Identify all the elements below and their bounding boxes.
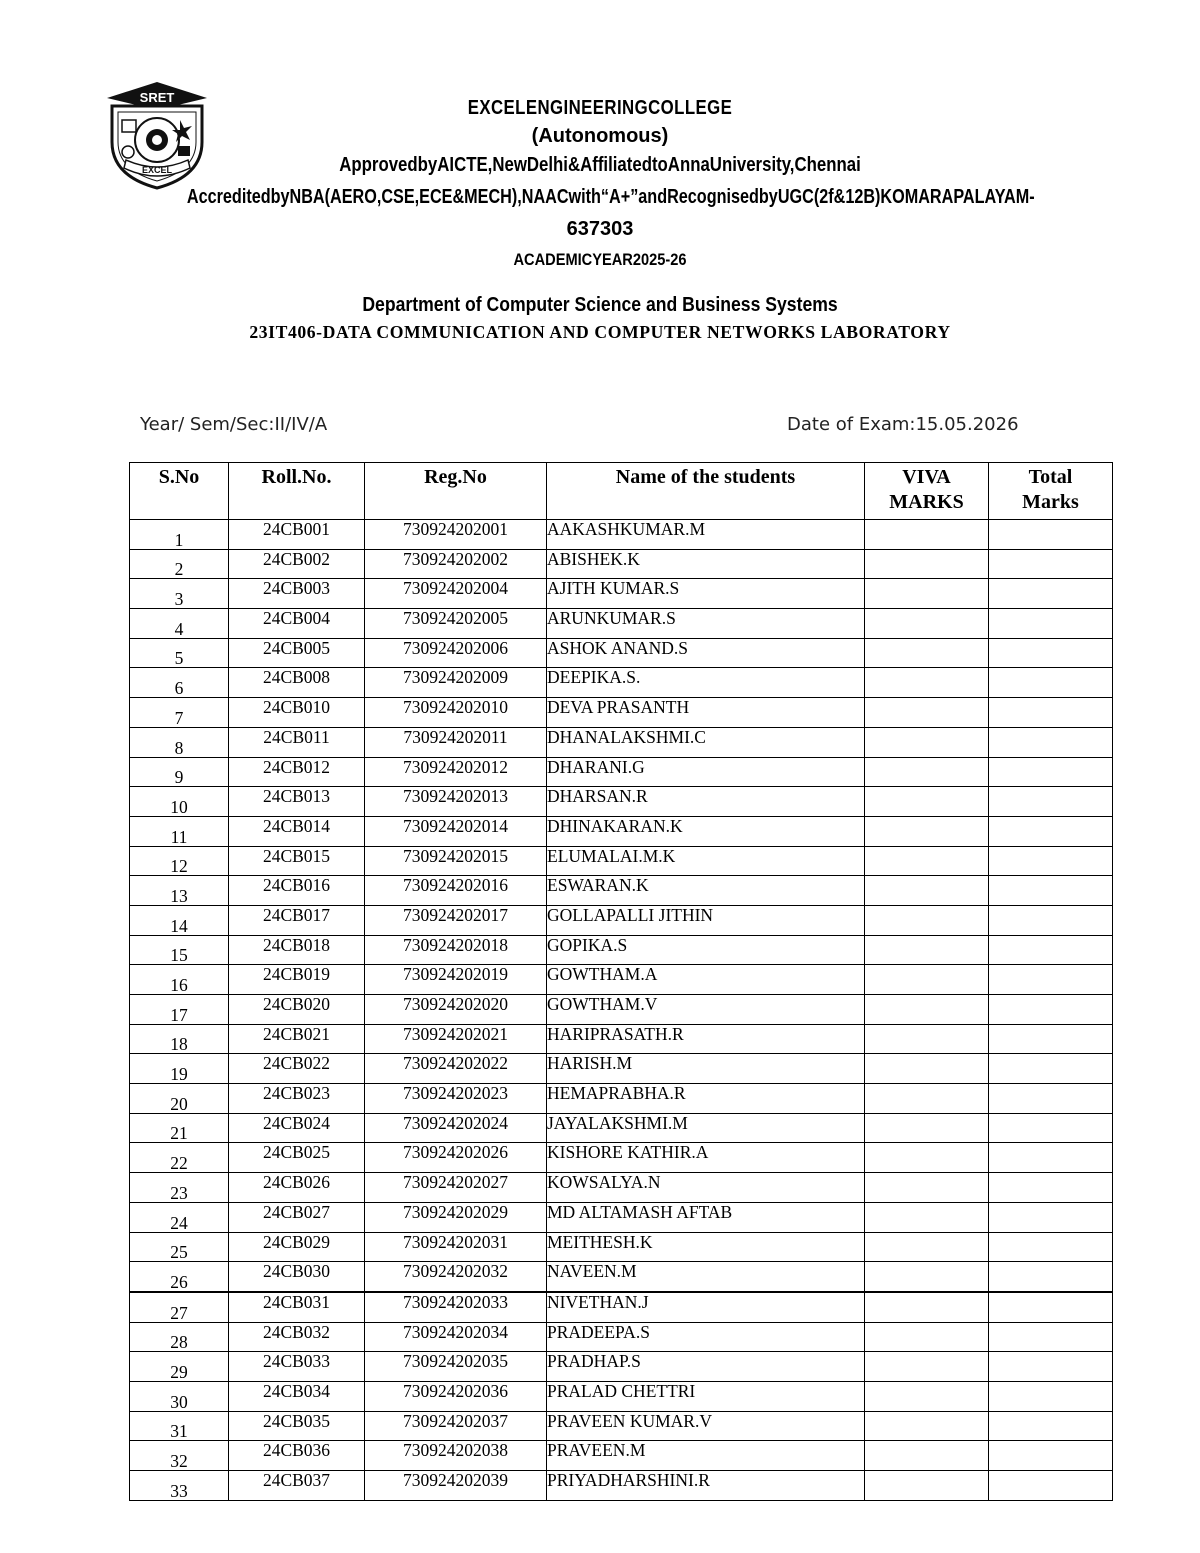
cell-sno: 11 — [130, 816, 229, 846]
cell-sno: 2 — [130, 549, 229, 579]
cell-sno: 14 — [130, 905, 229, 935]
cell-reg-no: 730924202005 — [365, 609, 547, 639]
cell-student-name: ARUNKUMAR.S — [547, 609, 865, 639]
cell-viva-marks — [865, 1441, 989, 1471]
table-row — [130, 905, 1113, 935]
cell-student-name: NAVEEN.M — [547, 1262, 865, 1292]
cell-roll-no: 24CB034 — [229, 1381, 365, 1411]
table-row — [130, 1143, 1113, 1173]
cell-sno: 27 — [130, 1292, 229, 1322]
cell-roll-no: 24CB010 — [229, 698, 365, 728]
cell-roll-no: 24CB030 — [229, 1262, 365, 1292]
cell-viva-marks — [865, 1411, 989, 1441]
cell-student-name: AAKASHKUMAR.M — [547, 520, 865, 550]
cell-student-name: KISHORE KATHIR.A — [547, 1143, 865, 1173]
col-header-name: Name of the students — [547, 463, 865, 520]
cell-roll-no: 24CB025 — [229, 1143, 365, 1173]
cell-total-marks — [989, 668, 1113, 698]
cell-sno: 23 — [130, 1173, 229, 1203]
table-row — [130, 1411, 1113, 1441]
col-header-reg: Reg.No — [365, 463, 547, 520]
cell-reg-no: 730924202019 — [365, 965, 547, 995]
cell-reg-no: 730924202021 — [365, 1024, 547, 1054]
col-header-viva: VIVA MARKS — [865, 463, 989, 520]
table-row — [130, 1441, 1113, 1471]
cell-roll-no: 24CB023 — [229, 1084, 365, 1114]
cell-reg-no: 730924202034 — [365, 1322, 547, 1352]
cell-student-name: HEMAPRABHA.R — [547, 1084, 865, 1114]
cell-total-marks — [989, 1143, 1113, 1173]
table-row — [130, 816, 1113, 846]
cell-sno: 1 — [130, 520, 229, 550]
cell-student-name: PRIYADHARSHINI.R — [547, 1471, 865, 1501]
cell-reg-no: 730924202013 — [365, 787, 547, 817]
cell-viva-marks — [865, 1024, 989, 1054]
table-row — [130, 579, 1113, 609]
cell-sno: 33 — [130, 1471, 229, 1501]
table-row — [130, 549, 1113, 579]
table-row — [130, 1084, 1113, 1114]
cell-total-marks — [989, 1262, 1113, 1292]
cell-roll-no: 24CB011 — [229, 727, 365, 757]
col-header-total: Total Marks — [989, 463, 1113, 520]
table-row — [130, 609, 1113, 639]
cell-total-marks — [989, 876, 1113, 906]
cell-sno: 26 — [130, 1262, 229, 1292]
cell-student-name: ABISHEK.K — [547, 549, 865, 579]
cell-roll-no: 24CB036 — [229, 1441, 365, 1471]
cell-total-marks — [989, 816, 1113, 846]
cell-viva-marks — [865, 1381, 989, 1411]
cell-sno: 21 — [130, 1113, 229, 1143]
cell-total-marks — [989, 1054, 1113, 1084]
cell-roll-no: 24CB004 — [229, 609, 365, 639]
cell-total-marks — [989, 1411, 1113, 1441]
cell-total-marks — [989, 1173, 1113, 1203]
cell-total-marks — [989, 1024, 1113, 1054]
table-body — [130, 520, 1113, 1501]
cell-roll-no: 24CB003 — [229, 579, 365, 609]
cell-student-name: DHARSAN.R — [547, 787, 865, 817]
cell-roll-no: 24CB013 — [229, 787, 365, 817]
cell-viva-marks — [865, 876, 989, 906]
cell-sno: 8 — [130, 727, 229, 757]
cell-viva-marks — [865, 905, 989, 935]
cell-sno: 15 — [130, 935, 229, 965]
cell-student-name: DHINAKARAN.K — [547, 816, 865, 846]
cell-total-marks — [989, 698, 1113, 728]
cell-total-marks — [989, 965, 1113, 995]
cell-reg-no: 730924202011 — [365, 727, 547, 757]
cell-student-name: DHANALAKSHMI.C — [547, 727, 865, 757]
cell-total-marks — [989, 905, 1113, 935]
cell-reg-no: 730924202018 — [365, 935, 547, 965]
department-name: Department of Computer Science and Business Systems — [362, 294, 838, 316]
cell-sno: 22 — [130, 1143, 229, 1173]
table-row — [130, 1322, 1113, 1352]
cell-reg-no: 730924202002 — [365, 549, 547, 579]
cell-total-marks — [989, 727, 1113, 757]
cell-roll-no: 24CB026 — [229, 1173, 365, 1203]
cell-student-name: ELUMALAI.M.K — [547, 846, 865, 876]
cell-reg-no: 730924202023 — [365, 1084, 547, 1114]
cell-reg-no: 730924202017 — [365, 905, 547, 935]
table-row — [130, 787, 1113, 817]
cell-reg-no: 730924202038 — [365, 1441, 547, 1471]
exam-date: Date of Exam:15.05.2026 — [787, 414, 1019, 435]
cell-sno: 5 — [130, 638, 229, 668]
cell-viva-marks — [865, 579, 989, 609]
cell-roll-no: 24CB032 — [229, 1322, 365, 1352]
cell-reg-no: 730924202037 — [365, 1411, 547, 1441]
cell-viva-marks — [865, 727, 989, 757]
cell-roll-no: 24CB018 — [229, 935, 365, 965]
cell-viva-marks — [865, 1113, 989, 1143]
cell-sno: 12 — [130, 846, 229, 876]
cell-viva-marks — [865, 965, 989, 995]
cell-viva-marks — [865, 1322, 989, 1352]
cell-sno: 3 — [130, 579, 229, 609]
approval-line: ApprovedbyAICTE,NewDelhi&AffiliatedtoAnnaUniversity,Chennai — [339, 154, 861, 176]
cell-total-marks — [989, 787, 1113, 817]
cell-roll-no: 24CB021 — [229, 1024, 365, 1054]
cell-viva-marks — [865, 1054, 989, 1084]
cell-viva-marks — [865, 995, 989, 1025]
table-row — [130, 1262, 1113, 1292]
cell-viva-marks — [865, 935, 989, 965]
table-row — [130, 1352, 1113, 1382]
cell-reg-no: 730924202010 — [365, 698, 547, 728]
cell-student-name: ESWARAN.K — [547, 876, 865, 906]
cell-viva-marks — [865, 1143, 989, 1173]
cell-sno: 16 — [130, 965, 229, 995]
cell-viva-marks — [865, 1084, 989, 1114]
cell-sno: 25 — [130, 1232, 229, 1262]
table-row — [130, 520, 1113, 550]
cell-student-name: PRALAD CHETTRI — [547, 1381, 865, 1411]
cell-viva-marks — [865, 846, 989, 876]
table-row — [130, 935, 1113, 965]
college-name: EXCELENGINEERINGCOLLEGE — [467, 97, 733, 119]
cell-sno: 20 — [130, 1084, 229, 1114]
cell-sno: 31 — [130, 1411, 229, 1441]
cell-reg-no: 730924202026 — [365, 1143, 547, 1173]
cell-roll-no: 24CB020 — [229, 995, 365, 1025]
cell-sno: 7 — [130, 698, 229, 728]
col-header-sno: S.No — [130, 463, 229, 520]
cell-student-name: PRAVEEN KUMAR.V — [547, 1411, 865, 1441]
cell-reg-no: 730924202014 — [365, 816, 547, 846]
cell-viva-marks — [865, 1173, 989, 1203]
cell-student-name: PRAVEEN.M — [547, 1441, 865, 1471]
cell-reg-no: 730924202027 — [365, 1173, 547, 1203]
cell-reg-no: 730924202036 — [365, 1381, 547, 1411]
year-sem-sec: Year/ Sem/Sec:II/IV/A — [140, 414, 328, 435]
cell-roll-no: 24CB001 — [229, 520, 365, 550]
cell-total-marks — [989, 579, 1113, 609]
cell-student-name: GOWTHAM.A — [547, 965, 865, 995]
cell-student-name: PRADEEPA.S — [547, 1322, 865, 1352]
cell-roll-no: 24CB012 — [229, 757, 365, 787]
cell-reg-no: 730924202001 — [365, 520, 547, 550]
table-row — [130, 1173, 1113, 1203]
cell-reg-no: 730924202032 — [365, 1262, 547, 1292]
cell-roll-no: 24CB008 — [229, 668, 365, 698]
cell-total-marks — [989, 549, 1113, 579]
cell-student-name: MEITHESH.K — [547, 1232, 865, 1262]
cell-viva-marks — [865, 757, 989, 787]
table-row — [130, 638, 1113, 668]
cell-viva-marks — [865, 520, 989, 550]
cell-viva-marks — [865, 816, 989, 846]
table-row — [130, 1381, 1113, 1411]
cell-student-name: HARISH.M — [547, 1054, 865, 1084]
cell-viva-marks — [865, 609, 989, 639]
cell-total-marks — [989, 1322, 1113, 1352]
cell-sno: 13 — [130, 876, 229, 906]
cell-roll-no: 24CB016 — [229, 876, 365, 906]
cell-roll-no: 24CB002 — [229, 549, 365, 579]
cell-total-marks — [989, 1471, 1113, 1501]
cell-roll-no: 24CB033 — [229, 1352, 365, 1382]
cell-viva-marks — [865, 787, 989, 817]
cell-sno: 10 — [130, 787, 229, 817]
cell-student-name: HARIPRASATH.R — [547, 1024, 865, 1054]
cell-student-name: ASHOK ANAND.S — [547, 638, 865, 668]
cell-student-name: GOLLAPALLI JITHIN — [547, 905, 865, 935]
table-row — [130, 698, 1113, 728]
cell-reg-no: 730924202029 — [365, 1202, 547, 1232]
cell-student-name: NIVETHAN.J — [547, 1292, 865, 1322]
cell-roll-no: 24CB019 — [229, 965, 365, 995]
table-row — [130, 1024, 1113, 1054]
cell-reg-no: 730924202006 — [365, 638, 547, 668]
cell-reg-no: 730924202015 — [365, 846, 547, 876]
table-row — [130, 876, 1113, 906]
cell-sno: 30 — [130, 1381, 229, 1411]
cell-sno: 19 — [130, 1054, 229, 1084]
cell-roll-no: 24CB027 — [229, 1202, 365, 1232]
cell-roll-no: 24CB005 — [229, 638, 365, 668]
cell-student-name: PRADHAP.S — [547, 1352, 865, 1382]
cell-sno: 18 — [130, 1024, 229, 1054]
cell-viva-marks — [865, 1292, 989, 1322]
cell-viva-marks — [865, 1352, 989, 1382]
cell-roll-no: 24CB015 — [229, 846, 365, 876]
table-row — [130, 1202, 1113, 1232]
table-row — [130, 995, 1113, 1025]
cell-student-name: DEVA PRASANTH — [547, 698, 865, 728]
cell-roll-no: 24CB014 — [229, 816, 365, 846]
cell-reg-no: 730924202035 — [365, 1352, 547, 1382]
academic-year: ACADEMICYEAR2025-26 — [513, 250, 687, 269]
cell-total-marks — [989, 609, 1113, 639]
cell-reg-no: 730924202031 — [365, 1232, 547, 1262]
student-roster-table — [129, 462, 1113, 1501]
cell-student-name: MD ALTAMASH AFTAB — [547, 1202, 865, 1232]
cell-total-marks — [989, 1232, 1113, 1262]
table-row — [130, 1232, 1113, 1262]
cell-student-name: AJITH KUMAR.S — [547, 579, 865, 609]
cell-viva-marks — [865, 1232, 989, 1262]
table-row — [130, 1054, 1113, 1084]
table-row — [130, 1113, 1113, 1143]
cell-total-marks — [989, 1352, 1113, 1382]
table-row — [130, 846, 1113, 876]
cell-reg-no: 730924202024 — [365, 1113, 547, 1143]
cell-total-marks — [989, 1202, 1113, 1232]
cell-sno: 28 — [130, 1322, 229, 1352]
table-header-row — [130, 463, 1113, 520]
cell-reg-no: 730924202020 — [365, 995, 547, 1025]
cell-reg-no: 730924202004 — [365, 579, 547, 609]
cell-student-name: JAYALAKSHMI.M — [547, 1113, 865, 1143]
cell-viva-marks — [865, 1262, 989, 1292]
logo-bottom-text: EXCEL — [141, 165, 173, 175]
table-row — [130, 727, 1113, 757]
cell-roll-no: 24CB022 — [229, 1054, 365, 1084]
autonomous-status: (Autonomous) — [531, 125, 669, 147]
table-row — [130, 757, 1113, 787]
cell-total-marks — [989, 638, 1113, 668]
cell-roll-no: 24CB035 — [229, 1411, 365, 1441]
cell-viva-marks — [865, 668, 989, 698]
col-header-roll: Roll.No. — [229, 463, 365, 520]
cell-reg-no: 730924202009 — [365, 668, 547, 698]
table-row — [130, 1292, 1113, 1322]
cell-total-marks — [989, 1113, 1113, 1143]
cell-roll-no: 24CB037 — [229, 1471, 365, 1501]
cell-student-name: GOPIKA.S — [547, 935, 865, 965]
cell-total-marks — [989, 1084, 1113, 1114]
cell-student-name: KOWSALYA.N — [547, 1173, 865, 1203]
cell-reg-no: 730924202033 — [365, 1292, 547, 1322]
cell-sno: 29 — [130, 1352, 229, 1382]
cell-sno: 9 — [130, 757, 229, 787]
cell-sno: 6 — [130, 668, 229, 698]
cell-reg-no: 730924202022 — [365, 1054, 547, 1084]
cell-sno: 24 — [130, 1202, 229, 1232]
cell-viva-marks — [865, 698, 989, 728]
cell-roll-no: 24CB024 — [229, 1113, 365, 1143]
cell-roll-no: 24CB017 — [229, 905, 365, 935]
cell-total-marks — [989, 995, 1113, 1025]
cell-sno: 32 — [130, 1441, 229, 1471]
cell-viva-marks — [865, 549, 989, 579]
cell-viva-marks — [865, 638, 989, 668]
cell-reg-no: 730924202039 — [365, 1471, 547, 1501]
cell-student-name: DHARANI.G — [547, 757, 865, 787]
cell-student-name: DEEPIKA.S. — [547, 668, 865, 698]
cell-total-marks — [989, 520, 1113, 550]
course-title: 23IT406-DATA COMMUNICATION AND COMPUTER NETWORKS LABORATORY — [249, 322, 951, 342]
cell-sno: 17 — [130, 995, 229, 1025]
pincode: 637303 — [566, 218, 634, 240]
cell-total-marks — [989, 935, 1113, 965]
cell-viva-marks — [865, 1202, 989, 1232]
cell-roll-no: 24CB029 — [229, 1232, 365, 1262]
logo-top-text: SRET — [139, 90, 175, 105]
cell-total-marks — [989, 1381, 1113, 1411]
cell-total-marks — [989, 757, 1113, 787]
cell-student-name: GOWTHAM.V — [547, 995, 865, 1025]
cell-sno: 4 — [130, 609, 229, 639]
table-row — [130, 965, 1113, 995]
cell-viva-marks — [865, 1471, 989, 1501]
cell-reg-no: 730924202016 — [365, 876, 547, 906]
cell-reg-no: 730924202012 — [365, 757, 547, 787]
cell-total-marks — [989, 846, 1113, 876]
table-row — [130, 668, 1113, 698]
cell-total-marks — [989, 1441, 1113, 1471]
cell-roll-no: 24CB031 — [229, 1292, 365, 1322]
table-row — [130, 1471, 1113, 1501]
accreditation-line: AccreditedbyNBA(AERO,CSE,ECE&MECH),NAACwith“A+”andRecognisedbyUGC(2f&12B)KOMARAPALAYAM- — [186, 186, 1035, 208]
cell-total-marks — [989, 1292, 1113, 1322]
